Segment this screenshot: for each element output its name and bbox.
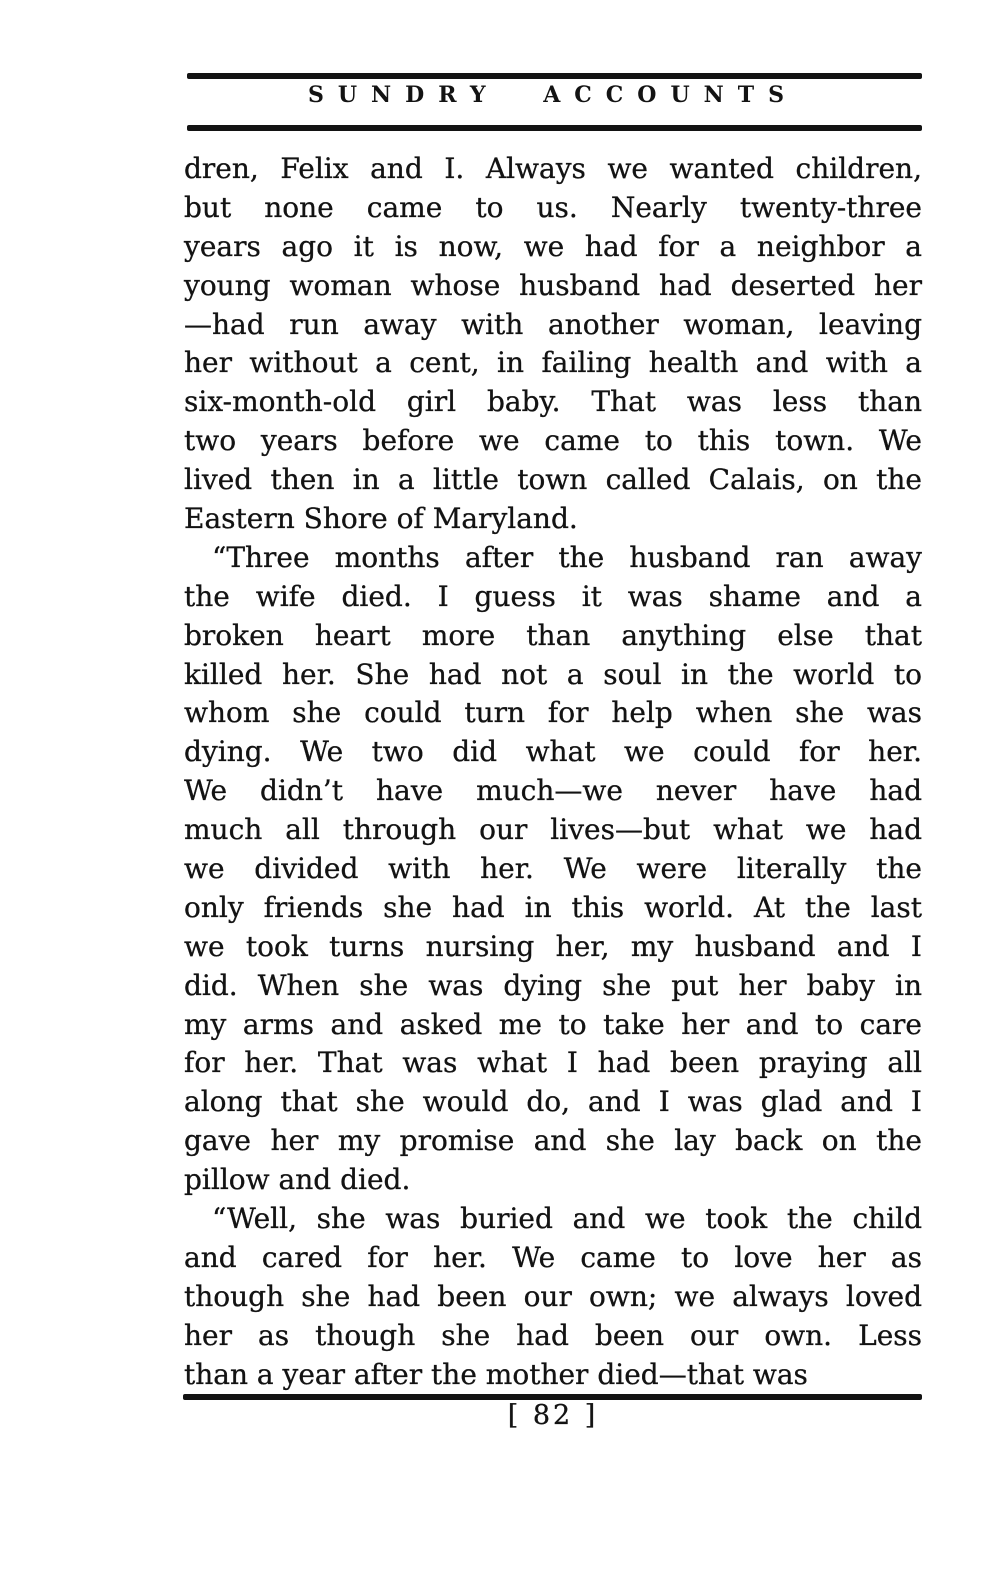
text-line: killed her. She had not a soul in the world to (184, 657, 922, 691)
text-line: dying. We two did what we could for her. (184, 735, 922, 769)
text-line: my arms and asked me to take her and to care (184, 1007, 922, 1041)
text-line: we divided with her. We were literally the (184, 852, 922, 886)
text-line: young woman whose husband had deserted her (184, 268, 922, 302)
text-line: six-month-old girl baby. That was less than (184, 385, 922, 419)
text-line: whom she could turn for help when she was (184, 696, 922, 730)
text-line: her without a cent, in failing health and with a (184, 346, 922, 380)
text-line: Eastern Shore of Maryland. (184, 502, 578, 536)
text-line: her as though she had been our own. Less (184, 1318, 922, 1352)
text-line: we took turns nursing her, my husband and I (184, 929, 922, 963)
text-line: for her. That was what I had been praying all (184, 1046, 922, 1080)
text-line: “Well, she was buried and we took the child (212, 1202, 922, 1236)
header-rule-top (187, 73, 922, 79)
text-line: along that she would do, and I was glad and I (184, 1085, 922, 1119)
header-rule-bottom (187, 125, 922, 131)
text-line: the wife died. I guess it was shame and a (184, 579, 922, 613)
running-head-title: SUNDRY ACCOUNTS (307, 82, 799, 108)
text-line: —had run away with another woman, leaving (184, 307, 922, 341)
text-body (184, 150, 922, 1395)
text-line: and cared for her. We came to love her as (184, 1240, 922, 1274)
text-line: than a year after the mother died—that was (184, 1357, 808, 1391)
text-line: two years before we came to this town. We (184, 424, 922, 458)
text-line: though she had been our own; we always loved (184, 1279, 922, 1313)
text-line: We didn’t have much—we never have had (184, 774, 922, 808)
page-number: [ 82 ] (507, 1400, 599, 1431)
paragraph (184, 150, 922, 539)
text-line: much all through our lives—but what we had (184, 813, 922, 847)
text-line: broken heart more than anything else that (184, 618, 922, 652)
text-line: only friends she had in this world. At the last (184, 890, 922, 924)
text-line: dren, Felix and I. Always we wanted children, (184, 152, 922, 185)
text-line: “Three months after the husband ran away (212, 540, 922, 574)
paragraph (184, 1200, 922, 1394)
text-line: years ago it is now, we had for a neighbor a (184, 229, 922, 263)
text-line: but none came to us. Nearly twenty-three (184, 190, 922, 224)
text-line: did. When she was dying she put her baby in (184, 968, 922, 1002)
text-line: gave her my promise and she lay back on the (184, 1124, 922, 1158)
text-line: lived then in a little town called Calais, on the (184, 463, 922, 497)
text-line: pillow and died. (184, 1163, 411, 1197)
paragraph (184, 539, 922, 1200)
